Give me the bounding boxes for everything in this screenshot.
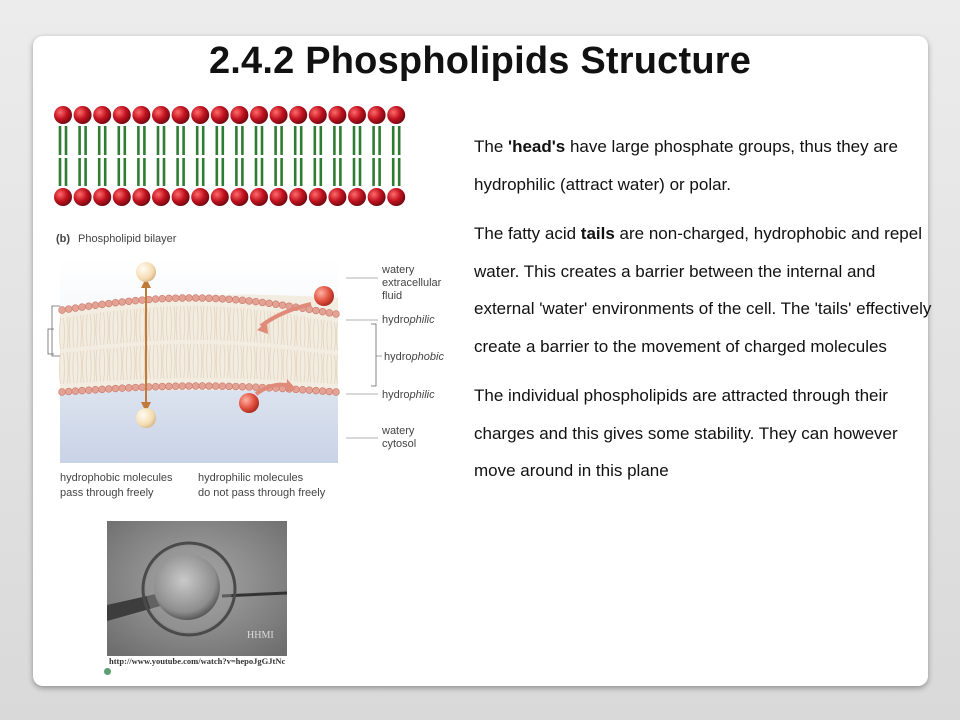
slide-title: 2.4.2 Phospholipids Structure <box>208 40 752 82</box>
bilayer-head <box>172 383 179 390</box>
lipid-head <box>387 106 405 124</box>
figure-caption-letter: (b) <box>56 233 71 245</box>
bilayer-head <box>179 383 186 390</box>
bilayer-head <box>112 385 119 392</box>
bilayer-head <box>219 383 226 390</box>
bilayer-head <box>246 298 253 305</box>
paragraph-heads-post: have large phosphate groups, thus they are hydrophilic (attract water) or polar. <box>474 137 898 194</box>
lipid-head <box>250 188 268 206</box>
bilayer-head <box>266 300 273 307</box>
globe-icon <box>104 668 111 675</box>
lipid-head <box>270 188 288 206</box>
paragraph-stability <box>474 377 934 490</box>
label-hydrophilic-top <box>382 314 435 326</box>
bilayer-head <box>59 389 66 396</box>
bilayer-head <box>299 386 306 393</box>
bilayer-head <box>333 311 340 318</box>
lipid-head <box>172 106 190 124</box>
bilayer-head <box>59 307 66 314</box>
bilayer-head <box>152 383 159 390</box>
lipid-head <box>368 188 386 206</box>
paragraph-tails <box>474 215 934 365</box>
bilayer-head <box>105 386 112 393</box>
lipid-head <box>191 106 209 124</box>
label-hydrophilic-bottom-suffix: philic <box>409 389 435 401</box>
lipid-head <box>289 188 307 206</box>
bilayer-head <box>119 299 126 306</box>
label-hydrophobic <box>384 351 444 363</box>
label-cytosol: cytosol <box>382 438 417 450</box>
bilayer-head <box>206 295 213 302</box>
paragraph-heads-bold: 'head's <box>508 137 566 156</box>
label-hydrophobic-suffix: phobic <box>411 351 444 363</box>
bilayer-head <box>85 303 92 310</box>
bilayer-head <box>152 296 159 303</box>
bilayer-head <box>192 295 199 302</box>
bilayer-head <box>259 299 266 306</box>
paragraph-tails-pre: The fatty acid <box>474 224 581 243</box>
bilayer-head <box>65 388 72 395</box>
bilayer-head <box>326 309 333 316</box>
bilayer-head <box>132 384 139 391</box>
lipid-head <box>93 188 111 206</box>
lipid-head <box>230 188 248 206</box>
bilayer-head <box>179 295 186 302</box>
bilayer-head <box>272 301 279 308</box>
bilayer-head <box>252 298 259 305</box>
paragraph-tails-post: are non-charged, hydrophobic and repel water. This creates a barrier between the internal and external 'water' environments of the cell. The 'tails' effectively create a barrier to the movement of charged molecules <box>474 224 932 356</box>
bilayer-head <box>232 383 239 390</box>
label-not-pass-freely: do not pass through freely <box>198 487 326 499</box>
lipid-head <box>348 188 366 206</box>
bilayer-head <box>172 295 179 302</box>
label-hydrophilic-top-suffix: philic <box>409 314 435 326</box>
bilayer-head <box>119 385 126 392</box>
paragraph-stability-post: The individual phospholipids are attracted through their charges and this gives some stability. They can however move around in this plane <box>474 386 898 480</box>
bilayer-head <box>192 383 199 390</box>
bilayer-head <box>319 388 326 395</box>
bilayer-head <box>166 295 173 302</box>
bilayer-head <box>105 300 112 307</box>
hhmi-watermark: HHMI <box>247 630 274 641</box>
bilayer-head <box>232 296 239 303</box>
bilayer-head <box>319 308 326 315</box>
lipid-head <box>368 106 386 124</box>
lipid-head <box>328 106 346 124</box>
bilayer-simple-diagram <box>48 100 413 212</box>
lipid-head <box>191 188 209 206</box>
figure-caption-text: Phospholipid bilayer <box>78 233 177 245</box>
lipid-head <box>348 106 366 124</box>
lipid-head <box>54 106 72 124</box>
lipid-head <box>309 188 327 206</box>
lipid-head <box>211 188 229 206</box>
label-extracellular: extracellular <box>382 277 442 289</box>
lipid-head <box>387 188 405 206</box>
bilayer-head <box>65 306 72 313</box>
lipid-head <box>172 188 190 206</box>
label-watery: watery <box>382 264 415 276</box>
bilayer-head <box>226 296 233 303</box>
bilayer-head <box>92 386 99 393</box>
bilayer-head <box>79 387 86 394</box>
bilayer-head <box>99 386 106 393</box>
bilayer-head <box>92 302 99 309</box>
bilayer-head <box>125 298 132 305</box>
bilayer-head <box>212 383 219 390</box>
bilayer-head <box>112 299 119 306</box>
label-fluid: fluid <box>382 290 403 302</box>
bilayer-head <box>333 389 340 396</box>
lipid-head <box>211 106 229 124</box>
lipid-head <box>152 188 170 206</box>
bilayer-head <box>85 387 92 394</box>
bilayer-head <box>99 301 106 308</box>
bilayer-head <box>219 295 226 302</box>
lipid-head <box>132 188 150 206</box>
paragraph-heads <box>474 128 934 203</box>
lipid-head <box>328 188 346 206</box>
label-pass-freely: pass through freely <box>60 487 154 499</box>
bilayer-head <box>306 387 313 394</box>
label-hydrophilic-top-prefix: hydro <box>382 314 410 326</box>
bilayer-head <box>226 383 233 390</box>
bilayer-head <box>139 297 146 304</box>
label-watery-cyto: watery <box>382 425 415 437</box>
bilayer-head <box>246 384 253 391</box>
bilayer-head <box>199 295 206 302</box>
label-hydrophilic-bottom <box>382 389 435 401</box>
bilayer-head <box>166 383 173 390</box>
lipid-head <box>74 188 92 206</box>
lipid-head <box>309 106 327 124</box>
bilayer-head <box>279 302 286 309</box>
label-hydrophobic-molecules: hydrophobic molecules <box>60 472 173 484</box>
bilayer-head <box>239 383 246 390</box>
lipid-head <box>230 106 248 124</box>
label-hydrophilic-bottom-prefix: hydro <box>382 389 410 401</box>
bilayer-detailed-figure <box>46 226 460 506</box>
lipid-head <box>74 106 92 124</box>
lipid-head <box>54 188 72 206</box>
lipid-head <box>270 106 288 124</box>
video-url-link[interactable]: http://www.youtube.com/watch?v=hepoJgGJtNc <box>109 656 286 666</box>
bilayer-head <box>206 383 213 390</box>
bilayer-head <box>199 383 206 390</box>
lipid-head <box>250 106 268 124</box>
label-hydrophilic-molecules: hydrophilic molecules <box>198 472 304 484</box>
bilayer-head <box>125 384 132 391</box>
label-hydrophobic-prefix: hydro <box>384 351 412 363</box>
paragraph-heads-pre: The <box>474 137 509 156</box>
bilayer-head <box>313 387 320 394</box>
bilayer-head <box>79 304 86 311</box>
video-still-image[interactable] <box>107 521 287 656</box>
bilayer-head <box>159 295 166 302</box>
lipid-head <box>93 106 111 124</box>
bilayer-head <box>252 384 259 391</box>
bilayer-head <box>186 383 193 390</box>
bilayer-head <box>72 305 79 312</box>
text-column <box>474 128 934 502</box>
bilayer-head <box>313 307 320 314</box>
paragraph-tails-bold: tails <box>580 224 615 243</box>
bilayer-head <box>72 388 79 395</box>
lipid-head <box>113 106 131 124</box>
bilayer-head <box>139 384 146 391</box>
lipid-head <box>132 106 150 124</box>
bilayer-head <box>239 297 246 304</box>
lipid-head <box>113 188 131 206</box>
bilayer-head <box>159 383 166 390</box>
lipid-head <box>152 106 170 124</box>
bilayer-head <box>326 388 333 395</box>
bilayer-head <box>212 295 219 302</box>
bilayer-head <box>132 297 139 304</box>
bilayer-head <box>186 295 193 302</box>
lipid-head <box>289 106 307 124</box>
